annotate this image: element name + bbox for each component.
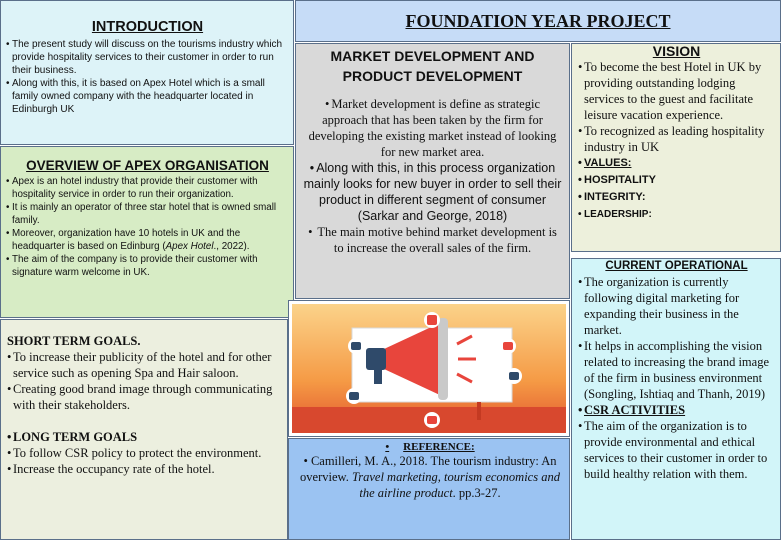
list-item: • It helps in accomplishing the vision related to increasing the brand image of the firm in business environment (Songling, Ishtiaq and Thanh, 2019) — [578, 338, 775, 402]
list-item-text: Moreover, organization have 10 hotels in UK and the headquarter is based on Edinburg ( — [12, 228, 241, 252]
list-item — [6, 227, 289, 253]
reference-pages: . pp.3-27. — [452, 486, 501, 500]
long-term-goals-list — [7, 429, 283, 477]
value-integrity: • INTEGRITY: — [578, 189, 775, 206]
overview-title: OVERVIEW OF APEX ORGANISATION — [26, 158, 269, 173]
list-item: • It is mainly an operator of three star hotel that is owned small family. — [6, 201, 289, 227]
reference-journal: Travel marketing, tourism economics and the airline product — [351, 470, 560, 500]
list-item: • The main motive behind market development is to increase the overall sales of the firm. — [302, 224, 563, 256]
list-item: • Creating good brand image through communicating with their stakeholders. — [7, 381, 283, 413]
current-operational-section — [571, 258, 781, 540]
reference-text: Camilleri, M. A., 2018. The tourism industry: An overview. — [300, 454, 557, 484]
list-item: • The aim of the organization is to provide environmental and ethical services to their customer in order to build healthy relation with them. — [578, 418, 775, 482]
list-item: • To become the best Hotel in UK by providing outstanding lodging services to the guest and facilitate leisure vacation experience. — [578, 59, 775, 123]
vision-section — [571, 43, 781, 252]
list-item: • Increase the occupancy rate of the hotel. — [7, 461, 283, 477]
list-item: • The aim of the company is to provide their customer with signature warm welcome in UK. — [6, 253, 289, 279]
citation-rest: ., 2022). — [213, 241, 250, 252]
reference-entry: • Camilleri, M. A., 2018. The tourism industry: An overview. Travel marketing, tourism economics and the airline product. pp.3-27. — [300, 454, 560, 500]
list-item: • To recognized as leading hospitality industry in UK — [578, 123, 775, 155]
list-item: • The organization is currently following digital marketing for expanding their business in the market. — [578, 274, 775, 338]
list-item: • Along with this, it is based on Apex Hotel which is a small family owned company with the headquarter located in Edinburgh UK — [6, 77, 289, 116]
reference-section — [288, 438, 570, 540]
introduction-list — [6, 38, 289, 116]
list-item: • The present study will discuss on the tourisms industry which provide hospitality services to their customer in order to run their business. — [6, 38, 289, 77]
page-title: FOUNDATION YEAR PROJECT — [405, 11, 671, 31]
list-item: • Market development is define as strategic approach that has been taken by the firm for developing the existing market instead of looking for new market area. — [302, 96, 563, 160]
vision-list — [578, 59, 775, 223]
value-hospitality: • HOSPITALITY — [578, 172, 775, 189]
overview-section — [0, 146, 294, 318]
megaphone-marketing-icon — [292, 304, 566, 433]
current-operational-title: CURRENT OPERATIONAL — [605, 260, 748, 272]
value-leadership: • LEADERSHIP: — [578, 206, 775, 223]
short-term-goals-list — [7, 349, 283, 413]
header-banner — [295, 0, 781, 42]
reference-title: • REFERENCE: — [295, 441, 565, 453]
market-development-list — [302, 96, 563, 256]
list-item: • To follow CSR policy to protect the environment. — [7, 445, 283, 461]
introduction-title: INTRODUCTION — [91, 19, 204, 35]
values-title: • VALUES: — [578, 155, 775, 172]
goals-section — [0, 319, 288, 540]
overview-list — [6, 175, 289, 279]
market-development-section — [295, 43, 570, 299]
long-term-goals-title: • LONG TERM GOALS — [7, 429, 283, 445]
current-operational-list — [578, 274, 775, 482]
short-term-goals-title: SHORT TERM GOALS. — [7, 334, 141, 348]
introduction-section — [0, 0, 294, 145]
market-development-title: MARKET DEVELOPMENT AND PRODUCT DEVELOPMENT — [330, 48, 535, 84]
list-item: • To increase their publicity of the hotel and for other service such as opening Spa and Hair saloon. — [7, 349, 283, 381]
marketing-illustration — [288, 300, 570, 437]
csr-activities-title: • CSR ACTIVITIES — [578, 402, 775, 418]
list-item: • Apex is an hotel industry that provide their customer with hospitality service in order to run their organization. — [6, 175, 289, 201]
vision-title: VISION — [652, 43, 701, 59]
list-item: • Along with this, in this process organization mainly looks for new buyer in order to sell their product in different segment of consumer (Sarkar and George, 2018) — [302, 160, 563, 224]
citation-italic: Apex Hotel — [165, 241, 214, 252]
